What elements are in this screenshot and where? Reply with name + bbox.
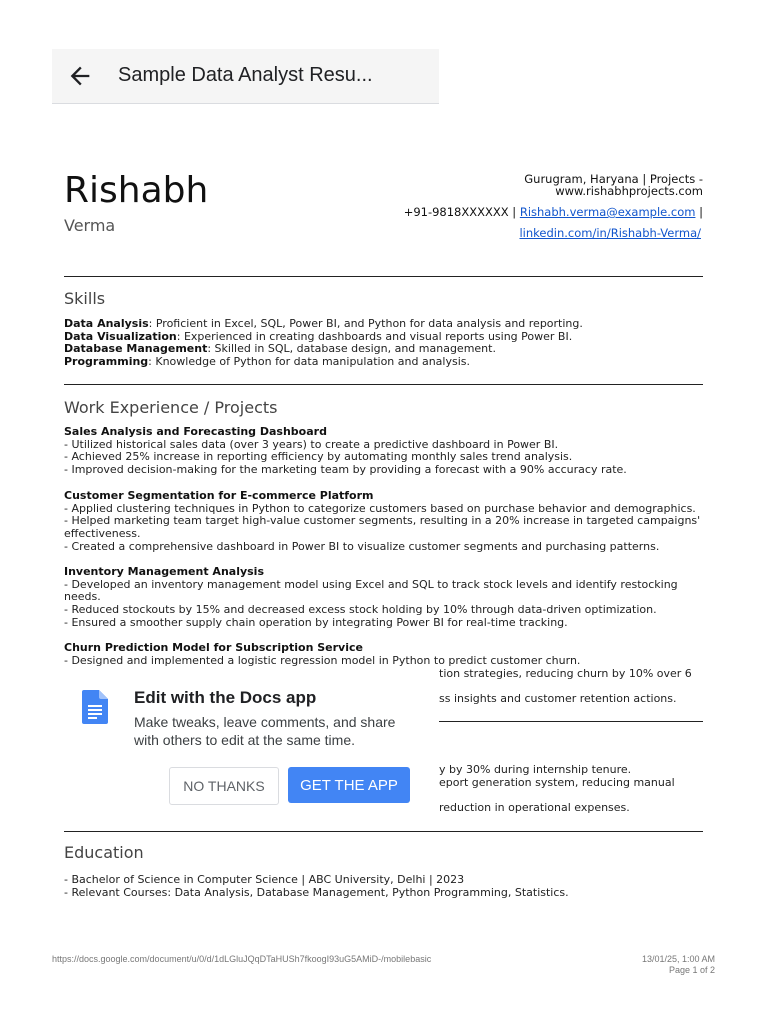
google-docs-icon <box>82 690 108 724</box>
skills-heading: Skills <box>64 289 106 308</box>
education-list <box>64 874 704 899</box>
project-inventory-management <box>64 566 704 630</box>
banner-title: Edit with the Docs app <box>134 688 317 707</box>
project-title: Churn Prediction Model for Subscription Service <box>64 641 363 654</box>
skill-item: Data Analysis: Proficient in Excel, SQL, Power BI, and Python for data analysis and reporting. <box>64 317 583 330</box>
banner-message: Make tweaks, leave comments, and share with others to edit at the same time. <box>134 714 396 748</box>
project-title: Customer Segmentation for E-commerce Platform <box>64 489 374 502</box>
skill-item: Programming: Knowledge of Python for data manipulation and analysis. <box>64 355 470 369</box>
project-customer-segmentation <box>64 490 704 554</box>
footer-timestamp: 13/01/25, 1:00 AM <box>641 954 715 964</box>
project-churn-prediction <box>64 642 704 667</box>
contact-location: Gurugram, Haryana | Projects - <box>524 172 703 186</box>
resume-first-name: Rishabh <box>64 170 209 211</box>
document-title: Sample Data Analyst Resu... <box>118 64 373 86</box>
work-heading: Work Experience / Projects <box>64 398 278 417</box>
project-bullet: effectiveness. <box>64 527 141 541</box>
get-the-app-button[interactable]: GET THE APP <box>288 767 410 803</box>
docs-app-banner <box>62 672 430 822</box>
project-bullet: - Reduced stockouts by 15% and decreased excess stock holding by 10% through data-driven optimization. <box>64 603 657 617</box>
project-bullet: needs. <box>64 590 101 604</box>
section-divider <box>64 384 703 385</box>
project-sales-forecasting <box>64 426 704 477</box>
project-title: Inventory Management Analysis <box>64 565 264 578</box>
section-divider <box>439 721 703 722</box>
project-title: Sales Analysis and Forecasting Dashboard <box>64 425 327 438</box>
section-divider <box>64 831 703 832</box>
partial-text-line: y by 30% during internship tenure. <box>439 763 632 776</box>
back-arrow-icon[interactable] <box>66 62 94 90</box>
education-item: - Relevant Courses: Data Analysis, Database Management, Python Programming, Statistics. <box>64 885 569 899</box>
partial-text-line: reduction in operational expenses. <box>439 801 630 814</box>
app-bar <box>52 49 439 104</box>
project-bullet: - Created a comprehensive dashboard in Power BI to visualize customer segments and purchasing patterns. <box>64 539 660 553</box>
education-item: - Bachelor of Science in Computer Science | ABC University, Delhi | 2023 <box>64 873 465 886</box>
partial-text-line: tion strategies, reducing churn by 10% over 6 <box>439 667 692 680</box>
contact-website: www.rishabhprojects.com <box>555 184 703 198</box>
project-bullet: - Achieved 25% increase in reporting efficiency by automating monthly sales trend analysis. <box>64 450 573 464</box>
project-bullet: - Designed and implemented a logistic regression model in Python to predict customer churn. <box>64 653 581 667</box>
contact-email-link[interactable]: Rishabh.verma@example.com <box>519 205 696 219</box>
contact-phone-email-line <box>404 205 703 219</box>
footer-page-number: Page 1 of 2 <box>668 965 715 975</box>
education-heading: Education <box>64 843 144 862</box>
skills-list <box>64 318 704 369</box>
project-bullet: - Improved decision-making for the marketing team by providing a forecast with a 90% accuracy rate. <box>64 463 627 477</box>
skill-item: Data Visualization: Experienced in creating dashboards and visual reports using Power BI. <box>64 329 573 343</box>
resume-last-name: Verma <box>64 216 116 235</box>
project-bullet: - Utilized historical sales data (over 3 years) to create a predictive dashboard in Power BI. <box>64 437 559 451</box>
skill-item: Database Management: Skilled in SQL, database design, and management. <box>64 342 496 356</box>
partial-text-line: ss insights and customer retention actions. <box>439 692 677 705</box>
project-bullet: - Applied clustering techniques in Python to categorize customers based on purchase behavior and demographics. <box>64 501 696 515</box>
contact-linkedin-link[interactable]: linkedin.com/in/Rishabh-Verma/ <box>519 226 701 240</box>
contact-separator: | <box>695 205 703 219</box>
section-divider <box>64 276 703 277</box>
contact-phone: +91-9818XXXXXX | <box>403 205 517 219</box>
contact-linkedin-line <box>519 226 701 240</box>
partial-text-line: eport generation system, reducing manual <box>439 776 675 789</box>
footer-url: https://docs.google.com/document/u/0/d/1dLGluJQqDTaHUSh7fkoogI93uG5AMiD-/mobilebasic <box>52 954 432 964</box>
no-thanks-button[interactable]: NO THANKS <box>169 767 279 805</box>
project-bullet: - Helped marketing team target high-value customer segments, resulting in a 20% increase in targeted campaigns' <box>64 514 701 528</box>
project-bullet: - Developed an inventory management model using Excel and SQL to track stock levels and identify restocking <box>64 577 678 591</box>
project-bullet: - Ensured a smoother supply chain operation by integrating Power BI for real-time tracking. <box>64 615 568 629</box>
